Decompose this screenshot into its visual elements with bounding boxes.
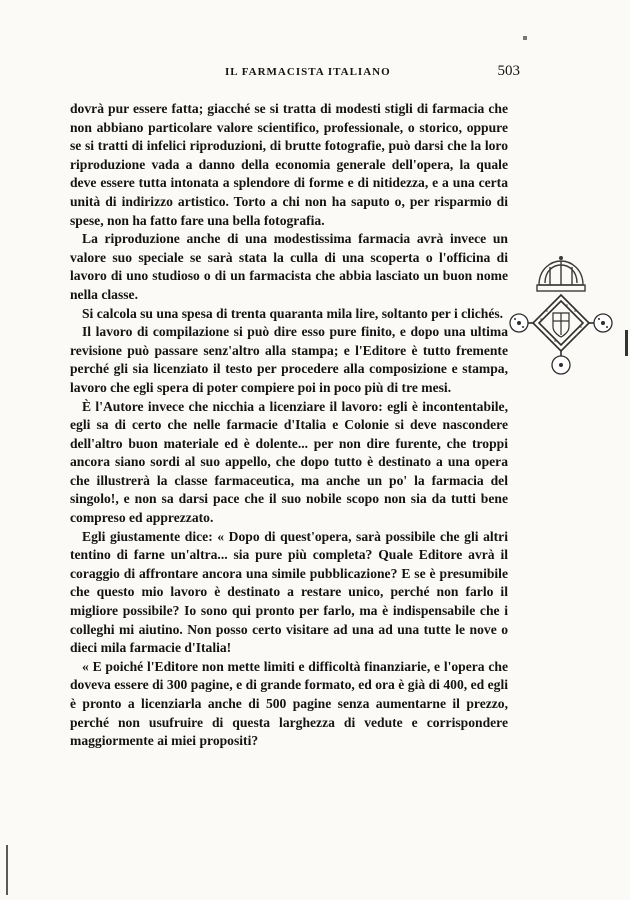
paragraph: Egli giustamente dice: « Dopo di quest'opera, sarà possibile che gli altri tentino di farne un'altra... sia pure più completa? Quale Editore avrà il coraggio di affrontare ancora una simile pubblicazione? E se è presumibile che questo mio lavoro è destinato a restare unico, perché non farlo il migliore possibile? Io sono qui pronto per farlo, ma è indispensabile che i colleghi mi aiutino. Non posso certo visitare ad una ad una tutte le nove o dieci mila farmacie d'Italia! <box>70 528 508 656</box>
scan-edge-mark <box>625 330 628 356</box>
library-stamp-icon <box>505 255 617 405</box>
running-title: IL FARMACISTA ITALIANO <box>225 66 391 78</box>
scan-speck <box>523 36 527 40</box>
page-header <box>70 63 520 86</box>
paragraph: Si calcola su una spesa di trenta quaranta mila lire, soltanto per i clichés. <box>82 305 504 321</box>
paragraph: È l'Autore invece che nicchia a licenziare il lavoro: egli è incontentabile, egli sa di certo che nelle farmacie d'Italia e Colonie si deve nascondere dell'altro buon materiale ed è dolente... per non dire furente, che troppi ancora siano sordi al suo appello, che dopo tutto è destinato a una opera che illustrerà la classe farmaceutica, ma anche un po' la farmacia del singolo!, e non sa darsi pace che il suo nobile scopo non sia da tutti bene compreso ed apprezzato. <box>70 398 508 526</box>
paragraph: La riproduzione anche di una modestissima farmacia avrà invece un valore suo speciale se sarà stata la culla di una scoperta o l'officina di lavoro di uno studioso o di un farmacista che abbia lasciato un buon nome nella classe. <box>70 231 508 302</box>
paragraph: Il lavoro di compilazione si può dire esso pure finito, e dopo una ultima revisione può passare senz'altro alla stampa; e l'Editore è tutto fremente perché gli sia licenziato il testo per procedere alla composizione e stampa, lavoro che egli spera di poter compiere poi in poco più di tre mesi. <box>70 324 508 395</box>
page-number: 503 <box>497 63 520 79</box>
paragraph: « E poiché l'Editore non mette limiti e difficoltà finanziarie, e l'opera che doveva essere di 300 pagine, e di grande formato, ed ora è già di 400, ed egli è pronto a licenziarla anche di 500 pagine senza aumentarne il prezzo, perché non usufruire di questa larghezza di vedute e corrispondere maggiormente ai miei propositi? <box>70 658 508 749</box>
body-text <box>70 100 508 751</box>
paragraph: dovrà pur essere fatta; giacché se si tratta di modesti stigli di farmacia che non abbiano particolare valore scientifico, professionale, o storico, oppure se si tratti di infelici riproduzioni, di brutte fotografie, può darsi che la loro riproduzione vada a danno della economia generale dell'opera, la quale deve essere tutta intonata a splendore di forme e di nitidezza, e a una certa unità di indirizzo artistico. Torto a chi non ha saputo o, per risparmio di spese, non ha fatto fare una bella fotografia. <box>70 101 508 228</box>
margin-line <box>6 845 8 895</box>
